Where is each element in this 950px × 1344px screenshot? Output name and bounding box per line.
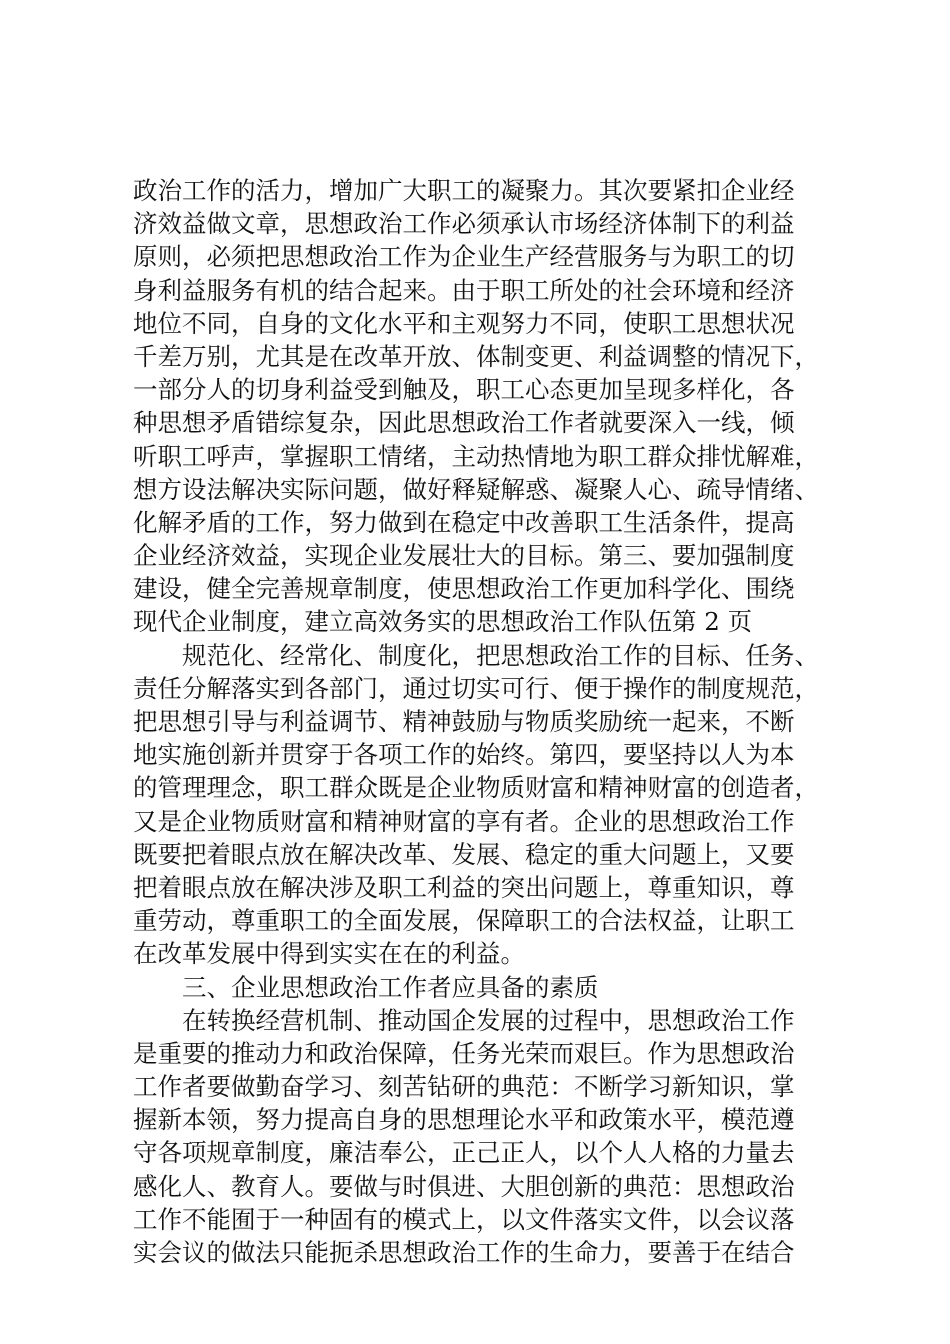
- text-line: 工作不能囿于一种固有的模式上，以文件落实文件，以会议落: [133, 1204, 795, 1234]
- text-line: 把着眼点放在解决涉及职工利益的突出问题上，尊重知识，尊: [133, 872, 795, 902]
- text-line: 济效益做文章，思想政治工作必须承认市场经济体制下的利益: [133, 209, 795, 239]
- text-line: 又是企业物质财富和精神财富的享有者。企业的思想政治工作: [133, 806, 795, 836]
- text-line: 听职工呼声，掌握职工情绪，主动热情地为职工群众排忧解难，: [133, 441, 819, 471]
- text-line: 原则，必须把思想政治工作为企业生产经营服务与为职工的切: [133, 242, 795, 272]
- text-line: 建设，健全完善规章制度，使思想政治工作更加科学化、围绕: [133, 574, 795, 604]
- text-line: 的管理理念，职工群众既是企业物质财富和精神财富的创造者，: [133, 773, 819, 803]
- text-line: 在转换经营机制、推动国企发展的过程中，思想政治工作: [182, 1005, 795, 1035]
- text-line: 在改革发展中得到实实在在的利益。: [133, 939, 525, 969]
- text-line: 三、企业思想政治工作者应具备的素质: [182, 972, 599, 1002]
- text-line: 身利益服务有机的结合起来。由于职工所处的社会环境和经济: [133, 275, 795, 305]
- text-line: 把思想引导与利益调节、精神鼓励与物质奖励统一起来，不断: [133, 707, 795, 736]
- text-line: 是重要的推动力和政治保障，任务光荣而艰巨。作为思想政治: [133, 1038, 795, 1068]
- text-line: 握新本领，努力提高自身的思想理论水平和政策水平，模范遵: [133, 1105, 795, 1135]
- text-line: 守各项规章制度，廉洁奉公，正己正人，以个人人格的力量去: [133, 1138, 795, 1168]
- body-text: [133, 174, 853, 1269]
- text-line: 千差万别，尤其是在改革开放、体制变更、利益调整的情况下，: [133, 341, 819, 371]
- text-line: 化解矛盾的工作，努力做到在稳定中改善职工生活条件，提高: [133, 507, 795, 537]
- text-line: 实会议的做法只能扼杀思想政治工作的生命力，要善于在结合: [133, 1238, 795, 1267]
- text-line: 工作者要做勤奋学习、刻苦钻研的典范：不断学习新知识，掌: [133, 1072, 795, 1102]
- text-line: 想方设法解决实际问题，做好释疑解惑、凝聚人心、疏导情绪、: [133, 474, 819, 504]
- text-line: 既要把着眼点放在解决改革、发展、稳定的重大问题上，又要: [133, 839, 795, 869]
- text-line: 一部分人的切身利益受到触及，职工心态更加呈现多样化，各: [133, 375, 795, 405]
- text-line: 地实施创新并贯穿于各项工作的始终。第四，要坚持以人为本: [133, 740, 795, 770]
- text-line: 企业经济效益，实现企业发展壮大的目标。第三、要加强制度: [133, 541, 795, 571]
- text-line: 责任分解落实到各部门，通过切实可行、便于操作的制度规范，: [133, 673, 819, 703]
- text-line: 地位不同，自身的文化水平和主观努力不同，使职工思想状况: [133, 308, 795, 338]
- text-line: 现代企业制度，建立高效务实的思想政治工作队伍第 2 页: [133, 607, 753, 637]
- text-line: 政治工作的活力，增加广大职工的凝聚力。其次要紧扣企业经: [133, 176, 795, 205]
- text-line: 规范化、经常化、制度化，把思想政治工作的目标、任务、: [182, 640, 819, 670]
- text-line: 感化人、教育人。要做与时俱进、大胆创新的典范：思想政治: [133, 1171, 795, 1201]
- text-line: 种思想矛盾错综复杂，因此思想政治工作者就要深入一线，倾: [133, 408, 795, 438]
- text-line: 重劳动，尊重职工的全面发展，保障职工的合法权益，让职工: [133, 906, 795, 936]
